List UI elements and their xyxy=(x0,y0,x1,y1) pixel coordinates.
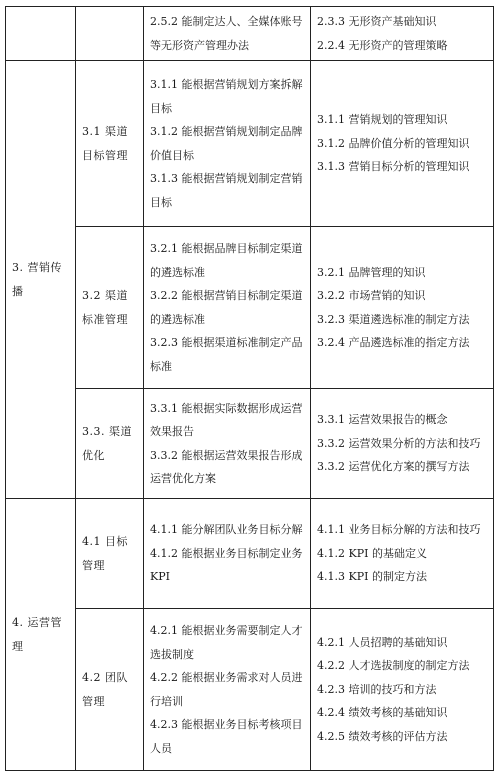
skill-item: 4.1.1 能分解团队业务目标分解 xyxy=(150,523,303,537)
knowledge-cell xyxy=(311,7,494,61)
knowledge-item: 3.2.3 渠道遴选标准的制定方法 xyxy=(317,312,470,326)
skill-item: 2.5.2 能制定达人、全媒体账号等无形资产管理办法 xyxy=(150,15,303,52)
skill-item: 4.2.2 能根据业务需求对人员进行培训 xyxy=(150,671,303,708)
knowledge-item: 3.2.1 品牌管理的知识 xyxy=(317,265,426,279)
table-row xyxy=(6,7,494,61)
table-row xyxy=(6,609,494,771)
knowledge-item: 3.3.2 运营优化方案的撰写方法 xyxy=(317,460,470,474)
knowledge-item: 4.1.2 KPI 的基础定义 xyxy=(317,546,427,560)
skill-cell xyxy=(144,61,311,227)
unit-cell: 4.2 团队管理 xyxy=(76,609,144,771)
skill-item: 3.2.1 能根据品牌目标制定渠道的遴选标准 xyxy=(150,242,303,279)
skill-cell xyxy=(144,609,311,771)
knowledge-item: 4.1.3 KPI 的制定方法 xyxy=(317,570,427,584)
knowledge-item: 2.2.4 无形资产的管理策略 xyxy=(317,38,448,52)
knowledge-item: 4.1.1 业务目标分解的方法和技巧 xyxy=(317,523,481,537)
skill-item: 3.3.2 能根据运营效果报告形成运营优化方案 xyxy=(150,448,303,485)
knowledge-item: 2.3.3 无形资产基础知识 xyxy=(317,15,437,28)
knowledge-item: 3.1.2 品牌价值分析的管理知识 xyxy=(317,136,470,150)
area-cell: 4. 运营管理 xyxy=(6,499,76,771)
knowledge-cell xyxy=(311,609,494,771)
skill-cell xyxy=(144,499,311,609)
knowledge-item: 3.3.1 运营效果报告的概念 xyxy=(317,413,448,427)
unit-cell: 3.1 渠道目标管理 xyxy=(76,61,144,227)
skill-cell xyxy=(144,227,311,389)
unit-cell xyxy=(76,7,144,61)
knowledge-item: 3.3.2 运营效果分析的方法和技巧 xyxy=(317,436,481,450)
table-row xyxy=(6,227,494,389)
skill-cell xyxy=(144,7,311,61)
knowledge-cell xyxy=(311,389,494,499)
knowledge-item: 4.2.5 绩效考核的评估方法 xyxy=(317,729,448,743)
knowledge-item: 4.2.4 绩效考核的基础知识 xyxy=(317,706,448,720)
knowledge-item: 4.2.2 人才选拔制度的制定方法 xyxy=(317,659,470,673)
unit-cell: 4.1 目标管理 xyxy=(76,499,144,609)
unit-cell: 3.2 渠道标准管理 xyxy=(76,227,144,389)
knowledge-item: 3.2.2 市场营销的知识 xyxy=(317,289,426,302)
table-row xyxy=(6,61,494,227)
skill-item: 3.1.1 能根据营销规划方案拆解目标 xyxy=(150,78,303,115)
skill-item: 4.2.3 能根据业务目标考核项目人员 xyxy=(150,718,303,755)
skill-item: 3.2.3 能根据渠道标准制定产品标准 xyxy=(150,336,303,373)
skill-item: 4.1.2 能根据业务目标制定业务 KPI xyxy=(150,546,303,584)
knowledge-cell xyxy=(311,499,494,609)
knowledge-item: 3.1.1 营销规划的管理知识 xyxy=(317,113,448,127)
table-row xyxy=(6,389,494,499)
skill-cell xyxy=(144,389,311,499)
knowledge-cell xyxy=(311,227,494,389)
knowledge-item: 4.2.1 人员招聘的基础知识 xyxy=(317,635,448,649)
competency-table xyxy=(5,6,494,771)
area-cell xyxy=(6,7,76,61)
skill-item: 3.1.2 能根据营销规划制定品牌价值目标 xyxy=(150,125,303,162)
skill-item: 3.1.3 能根据营销规划制定营销目标 xyxy=(150,172,303,209)
area-cell: 3. 营销传播 xyxy=(6,61,76,499)
skill-item: 3.3.1 能根据实际数据形成运营效果报告 xyxy=(150,401,303,438)
skill-item: 3.2.2 能根据营销目标制定渠道的遴选标准 xyxy=(150,289,303,326)
knowledge-item: 4.2.3 培训的技巧和方法 xyxy=(317,682,437,696)
table-row xyxy=(6,499,494,609)
knowledge-cell xyxy=(311,61,494,227)
knowledge-item: 3.1.3 营销目标分析的管理知识 xyxy=(317,160,470,174)
unit-cell: 3.3. 渠道优化 xyxy=(76,389,144,499)
skill-item: 4.2.1 能根据业务需要制定人才选拔制度 xyxy=(150,624,303,661)
knowledge-item: 3.2.4 产品遴选标准的指定方法 xyxy=(317,336,470,349)
